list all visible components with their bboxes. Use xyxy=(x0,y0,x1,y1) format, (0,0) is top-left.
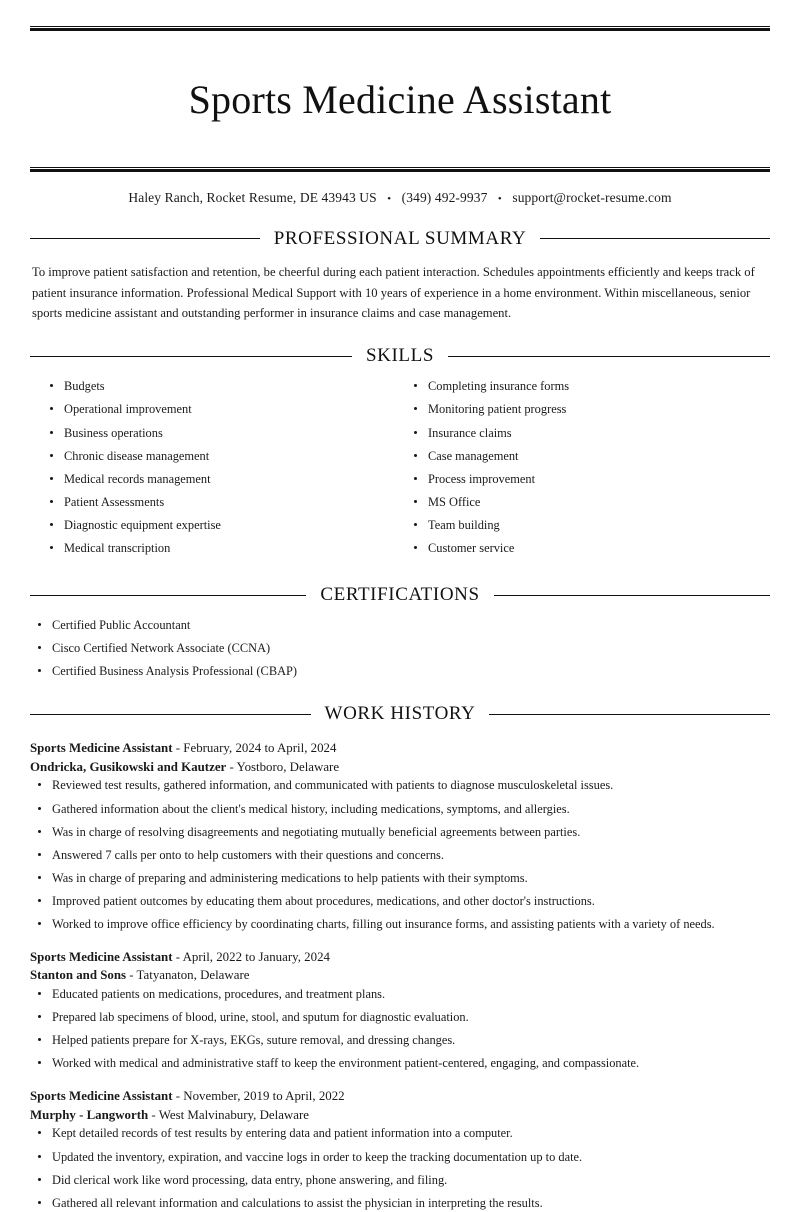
list-item: Educated patients on medications, procedures, and treatment plans. xyxy=(30,985,770,1004)
section-header-summary xyxy=(30,228,770,250)
list-item: Patient Assessments xyxy=(42,493,406,512)
job-dates: November, 2019 to April, 2022 xyxy=(183,1089,345,1104)
list-item: Improved patient outcomes by educating them about procedures, medications, and other doctor's instructions. xyxy=(30,892,770,911)
list-item: Customer service xyxy=(406,539,770,558)
job-dates: February, 2024 to April, 2024 xyxy=(183,741,337,756)
work-history-entry xyxy=(30,948,770,1073)
list-item: Was in charge of preparing and administering medications to help patients with their symptoms. xyxy=(30,869,770,888)
page-title: Sports Medicine Assistant xyxy=(188,76,612,122)
section-title-skills: SKILLS xyxy=(366,345,434,367)
section-rule-left xyxy=(30,595,306,596)
job-dash: - xyxy=(229,759,234,774)
list-item: Case management xyxy=(406,447,770,466)
list-item: Answered 7 calls per onto to help customers with their questions and concerns. xyxy=(30,846,770,865)
list-item: Chronic disease management xyxy=(42,447,406,466)
skills-column-right xyxy=(406,377,770,562)
job-title: Sports Medicine Assistant xyxy=(30,949,173,964)
job-company: Stanton and Sons xyxy=(30,968,127,983)
list-item: Worked to improve office efficiency by coordinating charts, filling out insurance forms, and assisting patients with a variety of needs. xyxy=(30,915,770,934)
job-dash: - xyxy=(129,968,134,983)
list-item: Insurance claims xyxy=(406,424,770,443)
job-title-line xyxy=(30,1087,770,1106)
section-rule-left xyxy=(30,714,311,715)
job-bullets xyxy=(30,1124,770,1212)
job-title: Sports Medicine Assistant xyxy=(30,1089,173,1104)
work-history-entry xyxy=(30,1087,770,1212)
section-header-work-history xyxy=(30,703,770,725)
list-item: Gathered all relevant information and calculations to assist the physician in interpreting the results. xyxy=(30,1194,770,1212)
contact-separator-2: • xyxy=(497,192,502,205)
skills-grid xyxy=(30,377,770,562)
job-title: Sports Medicine Assistant xyxy=(30,741,173,756)
job-location: West Malvinabury, Delaware xyxy=(158,1107,309,1122)
job-bullets xyxy=(30,985,770,1073)
contact-email: support@rocket-resume.com xyxy=(512,189,672,205)
section-rule-right xyxy=(494,595,770,596)
job-dash: - xyxy=(175,949,181,964)
job-dash: - xyxy=(175,1089,181,1104)
summary-text: To improve patient satisfaction and retention, be cheerful during each patient interaction. Schedules appointments efficiently and keeps track of patient insurance information. Professional Medical Support with 10 years of experience in a home environment. Within miscellaneous, senior sports medicine assistant and outstanding performer in insurance claims and case management. xyxy=(32,265,755,320)
list-item: Did clerical work like word processing, data entry, phone answering, and filing. xyxy=(30,1171,770,1190)
skills-column-left xyxy=(42,377,406,562)
job-dash: - xyxy=(175,741,181,756)
job-company: Murphy - Langworth xyxy=(30,1107,149,1122)
contact-address: Haley Ranch, Rocket Resume, DE 43943 US xyxy=(128,189,377,205)
list-item: Prepared lab specimens of blood, urine, stool, and sputum for diagnostic evaluation. xyxy=(30,1008,770,1027)
list-item: Certified Business Analysis Professional (CBAP) xyxy=(30,662,770,681)
contact-separator-1: • xyxy=(387,192,392,205)
list-item: MS Office xyxy=(406,493,770,512)
certifications-list xyxy=(30,616,770,681)
resume-page xyxy=(0,26,800,1210)
header-top-rule xyxy=(30,26,770,31)
list-item: Reviewed test results, gathered information, and communicated with patients to diagnose musculoskeletal issues. xyxy=(30,776,770,795)
list-item: Budgets xyxy=(42,377,406,396)
job-location: Tatyanaton, Delaware xyxy=(136,968,250,983)
section-rule-right xyxy=(489,714,770,715)
list-item: Kept detailed records of test results by entering data and patient information into a computer. xyxy=(30,1124,770,1143)
list-item: Updated the inventory, expiration, and vaccine logs in order to keep the tracking documentation up to date. xyxy=(30,1148,770,1167)
list-item: Medical records management xyxy=(42,470,406,489)
list-item: Team building xyxy=(406,516,770,535)
list-item: Certified Public Accountant xyxy=(30,616,770,635)
job-bullets xyxy=(30,776,770,933)
section-title-work-history: WORK HISTORY xyxy=(324,703,476,725)
work-history-entry xyxy=(30,739,770,934)
job-dash: - xyxy=(151,1107,156,1122)
list-item: Medical transcription xyxy=(42,539,406,558)
list-item: Business operations xyxy=(42,424,406,443)
job-location: Yostboro, Delaware xyxy=(236,759,340,774)
job-company-line xyxy=(30,966,770,985)
section-rule-left xyxy=(30,356,352,357)
list-item: Gathered information about the client's medical history, including medications, symptoms, and allergies. xyxy=(30,800,770,819)
section-title-certifications: CERTIFICATIONS xyxy=(320,584,480,606)
job-dates: April, 2022 to January, 2024 xyxy=(182,949,330,964)
job-title-line xyxy=(30,739,770,758)
list-item: Helped patients prepare for X-rays, EKGs, suture removal, and dressing changes. xyxy=(30,1031,770,1050)
list-item: Was in charge of resolving disagreements and negotiating mutually beneficial agreements between parties. xyxy=(30,823,770,842)
section-header-certifications xyxy=(30,584,770,606)
section-title-summary: PROFESSIONAL SUMMARY xyxy=(273,227,527,249)
list-item: Completing insurance forms xyxy=(406,377,770,396)
contact-phone: (349) 492-9937 xyxy=(401,189,488,205)
section-header-skills xyxy=(30,345,770,367)
contact-line xyxy=(30,172,770,206)
list-item: Monitoring patient progress xyxy=(406,400,770,419)
list-item: Process improvement xyxy=(406,470,770,489)
job-title-line xyxy=(30,948,770,967)
list-item: Worked with medical and administrative staff to keep the environment patient-centered, engaging, and compassionate. xyxy=(30,1054,770,1073)
job-company-line xyxy=(30,758,770,777)
list-item: Operational improvement xyxy=(42,400,406,419)
list-item: Diagnostic equipment expertise xyxy=(42,516,406,535)
job-company-line xyxy=(30,1106,770,1125)
job-company: Ondricka, Gusikowski and Kautzer xyxy=(30,759,227,774)
section-rule-right xyxy=(540,238,770,239)
section-rule-left xyxy=(30,238,260,239)
list-item: Cisco Certified Network Associate (CCNA) xyxy=(30,639,770,658)
section-rule-right xyxy=(448,356,770,357)
